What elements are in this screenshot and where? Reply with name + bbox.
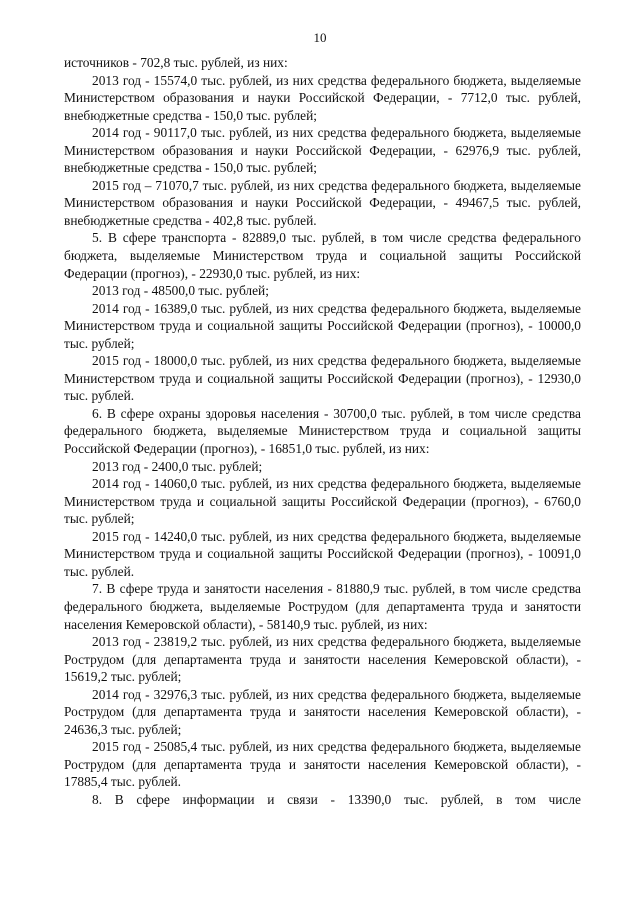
paragraph: 2014 год - 16389,0 тыс. рублей, из них средства федерального бюджета, выделяемые Министерством труда и социальной защиты Российской Федерации (прогноз), - 10000,0 тыс. рублей; — [64, 300, 581, 351]
paragraph: 7. В сфере труда и занятости населения - 81880,9 тыс. рублей, в том числе средства федерального бюджета, выделяемые Рострудом (для департамента труда и занятости населения Кемеровской области), - 58140,9 тыс. рублей, из них: — [64, 581, 581, 632]
paragraph: 2013 год - 15574,0 тыс. рублей, из них средства федерального бюджета, выделяемые Министерством образования и науки Российской Федерации, - 7712,0 тыс. рублей, внебюджетные средства - 150,0 тыс. рублей; — [64, 72, 581, 123]
paragraph: 2013 год - 23819,2 тыс. рублей, из них средства федерального бюджета, выделяемые Рострудом (для департамента труда и занятости населения Кемеровской области), - 15619,2 тыс. рублей; — [64, 634, 581, 685]
paragraph: 2015 год - 25085,4 тыс. рублей, из них средства федерального бюджета, выделяемые Рострудом (для департамента труда и занятости населения Кемеровской области), - 17885,4 тыс. рублей. — [64, 739, 581, 790]
document-body — [64, 54, 581, 809]
paragraph: 8. В сфере информации и связи - 13390,0 тыс. рублей, в том числе — [92, 791, 581, 807]
paragraph: 2014 год - 90117,0 тыс. рублей, из них средства федерального бюджета, выделяемые Министерством образования и науки Российской Федерации, - 62976,9 тыс. рублей, внебюджетные средства - 150,0 тыс. рублей; — [64, 125, 581, 176]
page-number: 10 — [313, 30, 327, 45]
paragraph: 5. В сфере транспорта - 82889,0 тыс. рублей, в том числе средства федерального бюджета, выделяемые Министерством труда и социальной защиты Российской Федерации (прогноз), - 22930,0 тыс. рублей, из них: — [64, 230, 581, 281]
paragraph: 6. В сфере охраны здоровья населения - 30700,0 тыс. рублей, в том числе средства федерального бюджета, выделяемые Министерством труда и социальной защиты Российской Федерации (прогноз), - 16851,0 тыс. рублей, из них: — [64, 405, 581, 457]
paragraph: 2015 год - 18000,0 тыс. рублей, из них средства федерального бюджета, выделяемые Министерством труда и социальной защиты Российской Федерации (прогноз), - 12930,0 тыс. рублей. — [64, 353, 581, 404]
paragraph: 2014 год - 14060,0 тыс. рублей, из них средства федерального бюджета, выделяемые Министерством труда и социальной защиты Российской Федерации (прогноз), - 6760,0 тыс. рублей; — [64, 476, 581, 527]
paragraph: 2013 год - 2400,0 тыс. рублей; — [92, 458, 263, 474]
paragraph: 2015 год – 71070,7 тыс. рублей, из них средства федерального бюджета, выделяемые Министерством образования и науки Российской Федерации, - 49467,5 тыс. рублей, внебюджетные средства - 402,8 тыс. рублей. — [64, 177, 581, 228]
paragraph: 2013 год - 48500,0 тыс. рублей; — [92, 283, 269, 299]
paragraph: 2014 год - 32976,3 тыс. рублей, из них средства федерального бюджета, выделяемые Рострудом (для департамента труда и занятости населения Кемеровской области), - 24636,3 тыс. рублей; — [64, 686, 581, 737]
paragraph: 2015 год - 14240,0 тыс. рублей, из них средства федерального бюджета, выделяемые Министерством труда и социальной защиты Российской Федерации (прогноз), - 10091,0 тыс. рублей. — [64, 528, 581, 579]
paragraph: источников - 702,8 тыс. рублей, из них: — [64, 55, 288, 70]
